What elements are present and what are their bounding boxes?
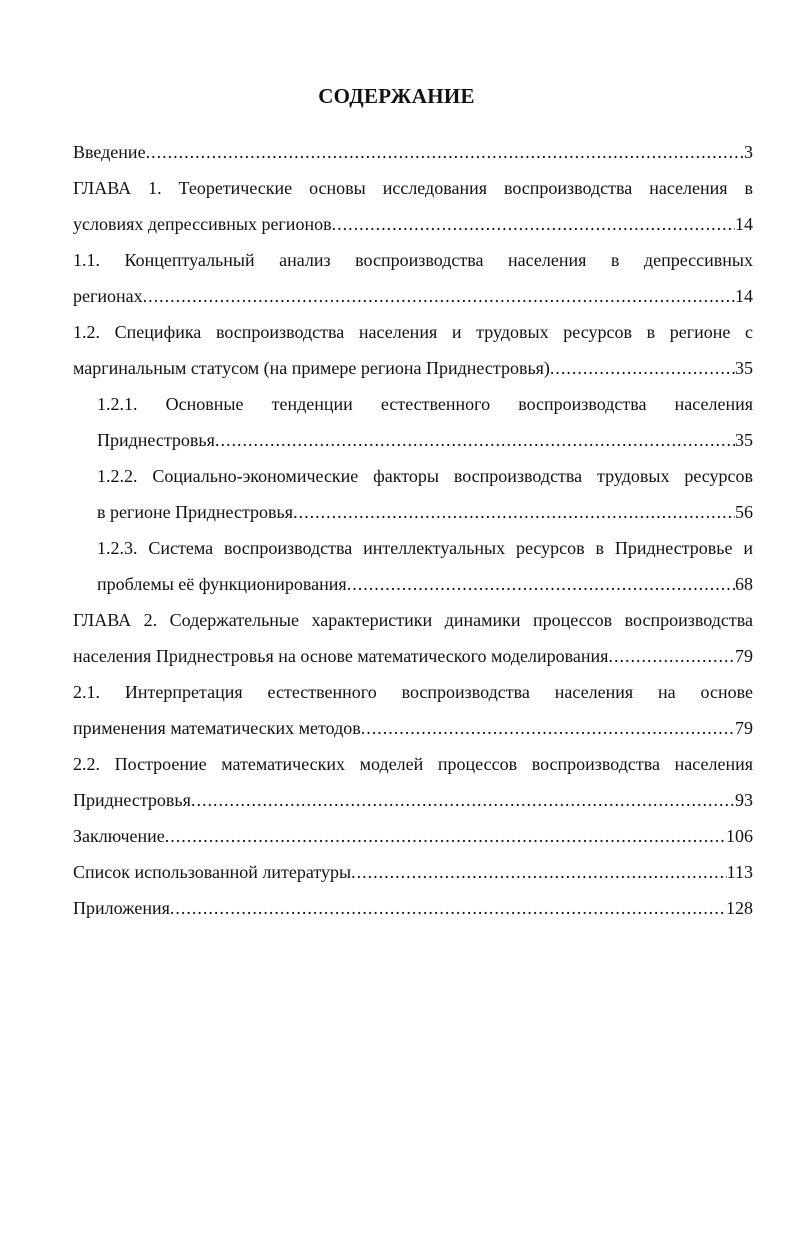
toc-entry-text: населения Приднестровья на основе математического моделирования	[73, 646, 609, 666]
dot-leader	[608, 638, 735, 674]
toc-entry-introduction	[73, 134, 753, 170]
dot-leader	[170, 890, 726, 926]
page-title: СОДЕРЖАНИЕ	[318, 84, 475, 108]
dot-leader	[215, 422, 735, 458]
toc-page-number: 35	[735, 358, 753, 378]
table-of-contents	[73, 134, 753, 926]
toc-entry-text: маргинальным статусом (на примере региона Приднестровья)	[73, 358, 550, 378]
toc-page-number: 14	[735, 286, 753, 306]
dot-leader	[191, 782, 735, 818]
toc-entry-text: Приднестровья	[97, 430, 215, 450]
toc-entry-text: 1.1. Концептуальный анализ воспроизводства населения в депрессивных	[73, 250, 753, 270]
toc-entry-text: Приднестровья	[73, 790, 191, 810]
toc-page-number: 128	[726, 898, 753, 918]
toc-page-number: 3	[744, 142, 753, 162]
toc-entry-text: Список использованной литературы	[73, 862, 352, 882]
toc-entry-section-2-2	[73, 746, 753, 818]
toc-page-number: 56	[735, 502, 753, 522]
toc-entry-text: ГЛАВА 1. Теоретические основы исследования воспроизводства населения в	[73, 178, 753, 198]
toc-entry-text: 2.1. Интерпретация естественного воспроизводства населения на основе	[73, 682, 753, 702]
toc-entry-text: 2.2. Построение математических моделей процессов воспроизводства населения	[73, 754, 753, 774]
dot-leader	[146, 134, 744, 170]
toc-entry-section-1-2-3	[73, 530, 753, 602]
toc-entry-text: Заключение	[73, 826, 165, 846]
toc-entry-references	[73, 854, 753, 890]
toc-page-number: 14	[735, 214, 753, 234]
toc-entry-chapter-1	[73, 170, 753, 242]
toc-page-number: 79	[735, 718, 753, 738]
toc-entry-chapter-2	[73, 602, 753, 674]
toc-entry-section-2-1	[73, 674, 753, 746]
toc-entry-text: 1.2.3. Система воспроизводства интеллектуальных ресурсов в Приднестровье и	[97, 538, 753, 558]
toc-page-number: 113	[726, 862, 753, 882]
toc-entry-text: в регионе Приднестровья	[97, 502, 294, 522]
dot-leader	[293, 494, 735, 530]
toc-entry-text: ГЛАВА 2. Содержательные характеристики динамики процессов воспроизводства	[73, 610, 753, 630]
toc-entry-text: регионах	[73, 286, 143, 306]
dot-leader	[550, 350, 735, 386]
toc-page-number: 106	[726, 826, 753, 846]
toc-entry-section-1-2	[73, 314, 753, 386]
toc-entry-text: условиях депрессивных регионов	[73, 214, 332, 234]
toc-page-number: 68	[735, 574, 753, 594]
dot-leader	[347, 566, 735, 602]
toc-entry-conclusion	[73, 818, 753, 854]
dot-leader	[332, 206, 735, 242]
toc-entry-section-1-2-2	[73, 458, 753, 530]
dot-leader	[165, 818, 726, 854]
toc-entry-section-1-2-1	[73, 386, 753, 458]
toc-page-number: 35	[735, 430, 753, 450]
toc-entry-text: Приложения	[73, 898, 170, 918]
toc-entry-text: Введение	[73, 142, 146, 162]
toc-page-number: 79	[735, 646, 753, 666]
toc-entry-section-1-1	[73, 242, 753, 314]
toc-entry-text: 1.2.2. Социально-экономические факторы воспроизводства трудовых ресурсов	[97, 466, 753, 486]
toc-entry-text: применения математических методов	[73, 718, 361, 738]
toc-entry-text: 1.2.1. Основные тенденции естественного воспроизводства населения	[97, 394, 753, 414]
dot-leader	[361, 710, 735, 746]
toc-entry-text: 1.2. Специфика воспроизводства населения и трудовых ресурсов в регионе с	[73, 322, 753, 342]
toc-entry-appendices	[73, 890, 753, 926]
toc-page-number: 93	[735, 790, 753, 810]
dot-leader	[351, 854, 727, 890]
dot-leader	[143, 278, 735, 314]
toc-entry-text: проблемы её функционирования	[97, 574, 347, 594]
